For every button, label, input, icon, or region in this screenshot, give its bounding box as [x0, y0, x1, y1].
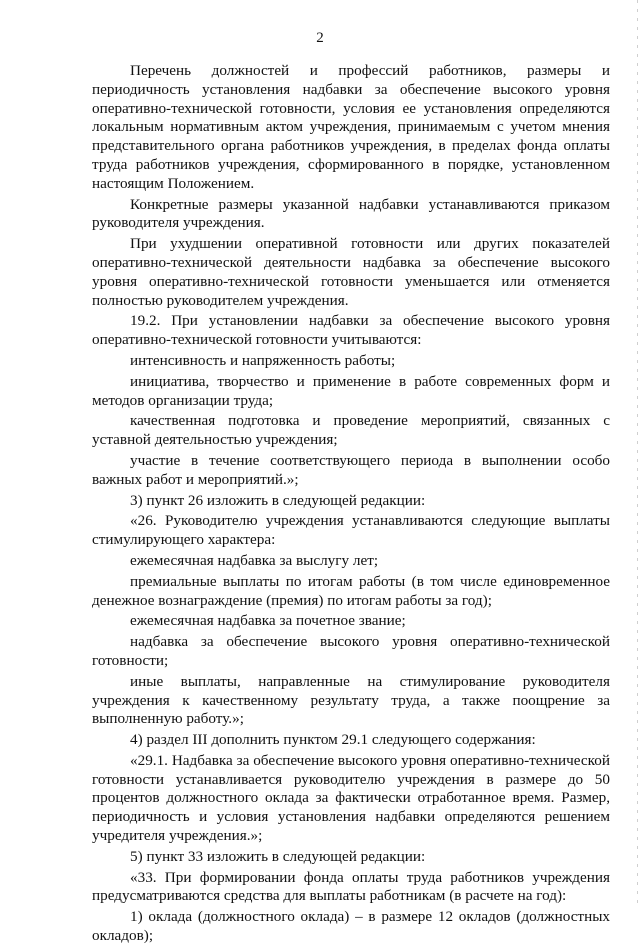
paragraph: Конкретные размеры указанной надбавки устанавливаются приказом руководителя учреждения.	[92, 195, 610, 232]
paragraph: надбавка за обеспечение высокого уровня оперативно-технической готовности;	[92, 633, 610, 669]
paragraph: 3) пункт 26 изложить в следующей редакции:	[130, 491, 426, 509]
paragraph: 1) оклада (должностного оклада) – в размере 12 окладов (должностных окладов);	[92, 908, 610, 945]
paragraph: «26. Руководителю учреждения устанавливаются следующие выплаты стимулирующего характера:	[92, 512, 610, 549]
paragraph: ежемесячная надбавка за выслугу лет;	[130, 551, 379, 569]
paragraph: 19.2. При установлении надбавки за обеспечение высокого уровня оперативно-технической готовности учитываются:	[92, 312, 610, 349]
paragraph: 5) пункт 33 изложить в следующей редакции:	[130, 847, 426, 865]
paragraph: «29.1. Надбавка за обеспечение высокого уровня оперативно-технической готовности устанавливается руководителю учреждения в размере до 50 процентов должностного оклада за фактически отработанное время. Размер, периодичность и условия установления надбавки определяются решением учредителя учреждения.»;	[92, 751, 610, 845]
paragraph: иные выплаты, направленные на стимулирование руководителя учреждения к качественному результату труда, а также поощрение за выполненную работу.»;	[92, 672, 610, 728]
paragraph: ежемесячная надбавка за почетное звание;	[130, 612, 406, 630]
scan-edge	[637, 0, 638, 905]
paragraph: инициатива, творчество и применение в работе современных форм и методов организации труда;	[92, 372, 610, 409]
paragraph: 4) раздел III дополнить пунктом 29.1 следующего содержания:	[130, 731, 536, 749]
paragraph: качественная подготовка и проведение мероприятий, связанных с уставной деятельностью учреждения;	[92, 412, 610, 449]
paragraph: Перечень должностей и профессий работников, размеры и периодичность установления надбавки за обеспечение высокого уровня оперативно-технической готовности, условия ее установления определяются локальным нормативным актом учреждения, принимаемым с учетом мнения представительного органа работников учреждения, в пределах фонда оплаты труда работников учреждения, сформированного в порядке, установленном настоящим Положением.	[92, 62, 610, 192]
paragraph: участие в течение соответствующего периода в выполнении особо важных работ и мероприятий.»;	[92, 451, 610, 488]
paragraph: «33. При формировании фонда оплаты труда работников учреждения предусматриваются средства для выплаты работникам (в расчете на год):	[92, 868, 610, 905]
paragraph: При ухудшении оперативной готовности или других показателей оперативно-технической деятельности надбавка за обеспечение высокого уровня оперативно-технической готовности уменьшается или отменяется полностью руководителем учреждения.	[92, 235, 610, 309]
document-body	[92, 62, 610, 948]
page-number: 2	[316, 30, 324, 46]
paragraph: премиальные выплаты по итогам работы (в том числе единовременное денежное вознаграждение (премия) по итогам работы за год);	[92, 572, 610, 609]
paragraph: интенсивность и напряженность работы;	[130, 351, 396, 369]
